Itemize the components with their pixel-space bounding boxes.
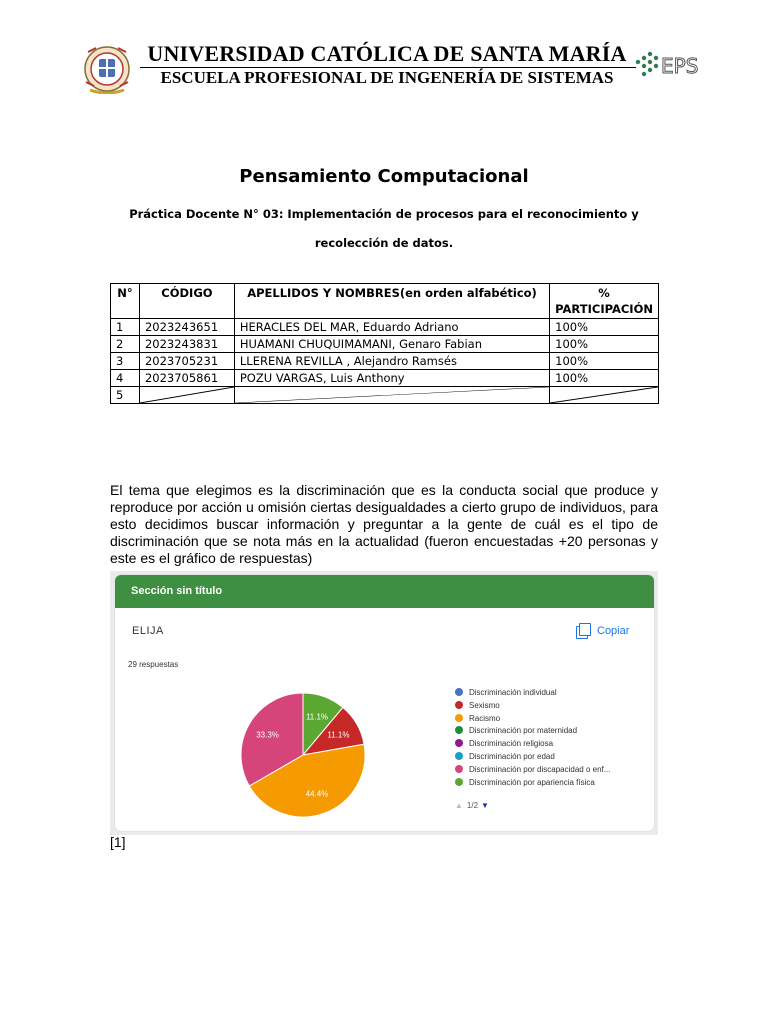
row-number: 5 <box>111 387 140 404</box>
response-count: 29 respuestas <box>128 660 179 669</box>
row-participation: 100% <box>550 336 659 353</box>
row-name: LLERENA REVILLA , Alejandro Ramsés <box>234 353 549 370</box>
school-name: ESCUELA PROFESIONAL DE INGENERÍA DE SISTEMAS <box>160 68 614 87</box>
university-name: UNIVERSIDAD CATÓLICA DE SANTA MARÍA <box>147 41 627 66</box>
row-name: HERACLES DEL MAR, Eduardo Adriano <box>234 319 549 336</box>
legend-label: Racismo <box>469 713 501 723</box>
legend-label: Discriminación por apariencia física <box>469 777 595 787</box>
copy-label: Copiar <box>597 625 630 637</box>
form-card <box>115 575 654 831</box>
row-code-empty <box>139 387 234 404</box>
table-row <box>111 336 659 353</box>
practice-subtitle: Práctica Docente N° 03: Implementación de procesos para el reconocimiento y recolección de datos. <box>129 207 639 250</box>
row-number: 1 <box>111 319 140 336</box>
row-participation: 100% <box>550 319 659 336</box>
legend-swatch <box>455 765 463 773</box>
legend-label: Discriminación individual <box>469 688 557 697</box>
table-row <box>111 353 659 370</box>
legend-item <box>455 700 610 713</box>
legend-label: Discriminación por discapacidad o enf... <box>469 764 611 774</box>
pie-slice-label: 44.4% <box>305 789 329 799</box>
row-name: POZU VARGAS, Luis Anthony <box>234 370 549 387</box>
body-paragraph: El tema que elegimos es la discriminación que es la conducta social que produce y reproduce por acción u omisión ciertas desigualdades a cierto grupo de individuos, para esto decidimos buscar información y preguntar a la gente de cuál es el tipo de discriminación que se nota más en la actualidad (fueron encuestadas +20 personas y este es el gráfico de respuestas) <box>110 482 658 566</box>
legend-item <box>455 751 610 764</box>
legend-swatch <box>455 701 463 709</box>
legend-item <box>455 713 610 726</box>
legend-item <box>455 777 610 790</box>
form-results-screenshot <box>110 571 658 835</box>
pager-down-icon[interactable]: ▼ <box>481 801 489 810</box>
legend-swatch <box>455 752 463 760</box>
legend-swatch <box>455 739 463 747</box>
row-number: 4 <box>111 370 140 387</box>
row-number: 3 <box>111 353 140 370</box>
header-number: N° <box>111 284 140 319</box>
pie-chart <box>233 685 373 825</box>
legend-swatch <box>455 688 463 696</box>
chart-legend <box>455 687 610 789</box>
row-number: 2 <box>111 336 140 353</box>
legend-label: Discriminación por maternidad <box>469 726 578 736</box>
legend-item <box>455 764 610 777</box>
legend-label: Discriminación por edad <box>469 751 555 761</box>
table-row <box>111 370 659 387</box>
row-participation: 100% <box>550 353 659 370</box>
table-row <box>111 319 659 336</box>
legend-swatch <box>455 726 463 734</box>
legend-item <box>455 687 610 700</box>
page-title: Pensamiento Computacional <box>239 166 529 187</box>
header-names: APELLIDOS Y NOMBRES(en orden alfabético) <box>234 284 549 319</box>
pie-slice-label: 33.3% <box>256 730 279 740</box>
row-name: HUAMANI CHUQUIMAMANI, Genaro Fabian <box>234 336 549 353</box>
row-code: 2023243651 <box>139 319 234 336</box>
row-participation: 100% <box>550 370 659 387</box>
row-name-empty <box>234 387 549 404</box>
pie-slice-label: 11.1% <box>327 730 350 740</box>
table-header-row <box>111 284 659 319</box>
header-participation: % PARTICIPACIÓN <box>550 284 659 319</box>
legend-item <box>455 738 610 751</box>
university-seal-logo <box>80 42 134 94</box>
eps-logo-text: EPS <box>661 54 699 78</box>
reference-marker: [1] <box>110 834 126 850</box>
pie-slice-label: 11.1% <box>305 712 329 722</box>
copy-icon <box>579 623 591 636</box>
table-row <box>111 387 659 404</box>
legend-pager[interactable] <box>455 801 489 810</box>
pager-label: 1/2 <box>466 801 479 810</box>
question-title: ELIJA <box>132 625 164 637</box>
eps-logo <box>634 46 706 86</box>
members-table <box>110 283 659 404</box>
pager-up-icon[interactable]: ▲ <box>455 801 463 810</box>
legend-swatch <box>455 778 463 786</box>
legend-item <box>455 725 610 738</box>
row-code: 2023705861 <box>139 370 234 387</box>
legend-label: Sexismo <box>469 700 500 710</box>
copy-button[interactable] <box>579 623 629 637</box>
row-code: 2023705231 <box>139 353 234 370</box>
header-code: CÓDIGO <box>139 284 234 319</box>
row-code: 2023243831 <box>139 336 234 353</box>
legend-swatch <box>455 714 463 722</box>
legend-label: Discriminación religiosa <box>469 739 554 749</box>
row-participation-empty <box>550 387 659 404</box>
section-title: Sección sin título <box>115 575 654 608</box>
